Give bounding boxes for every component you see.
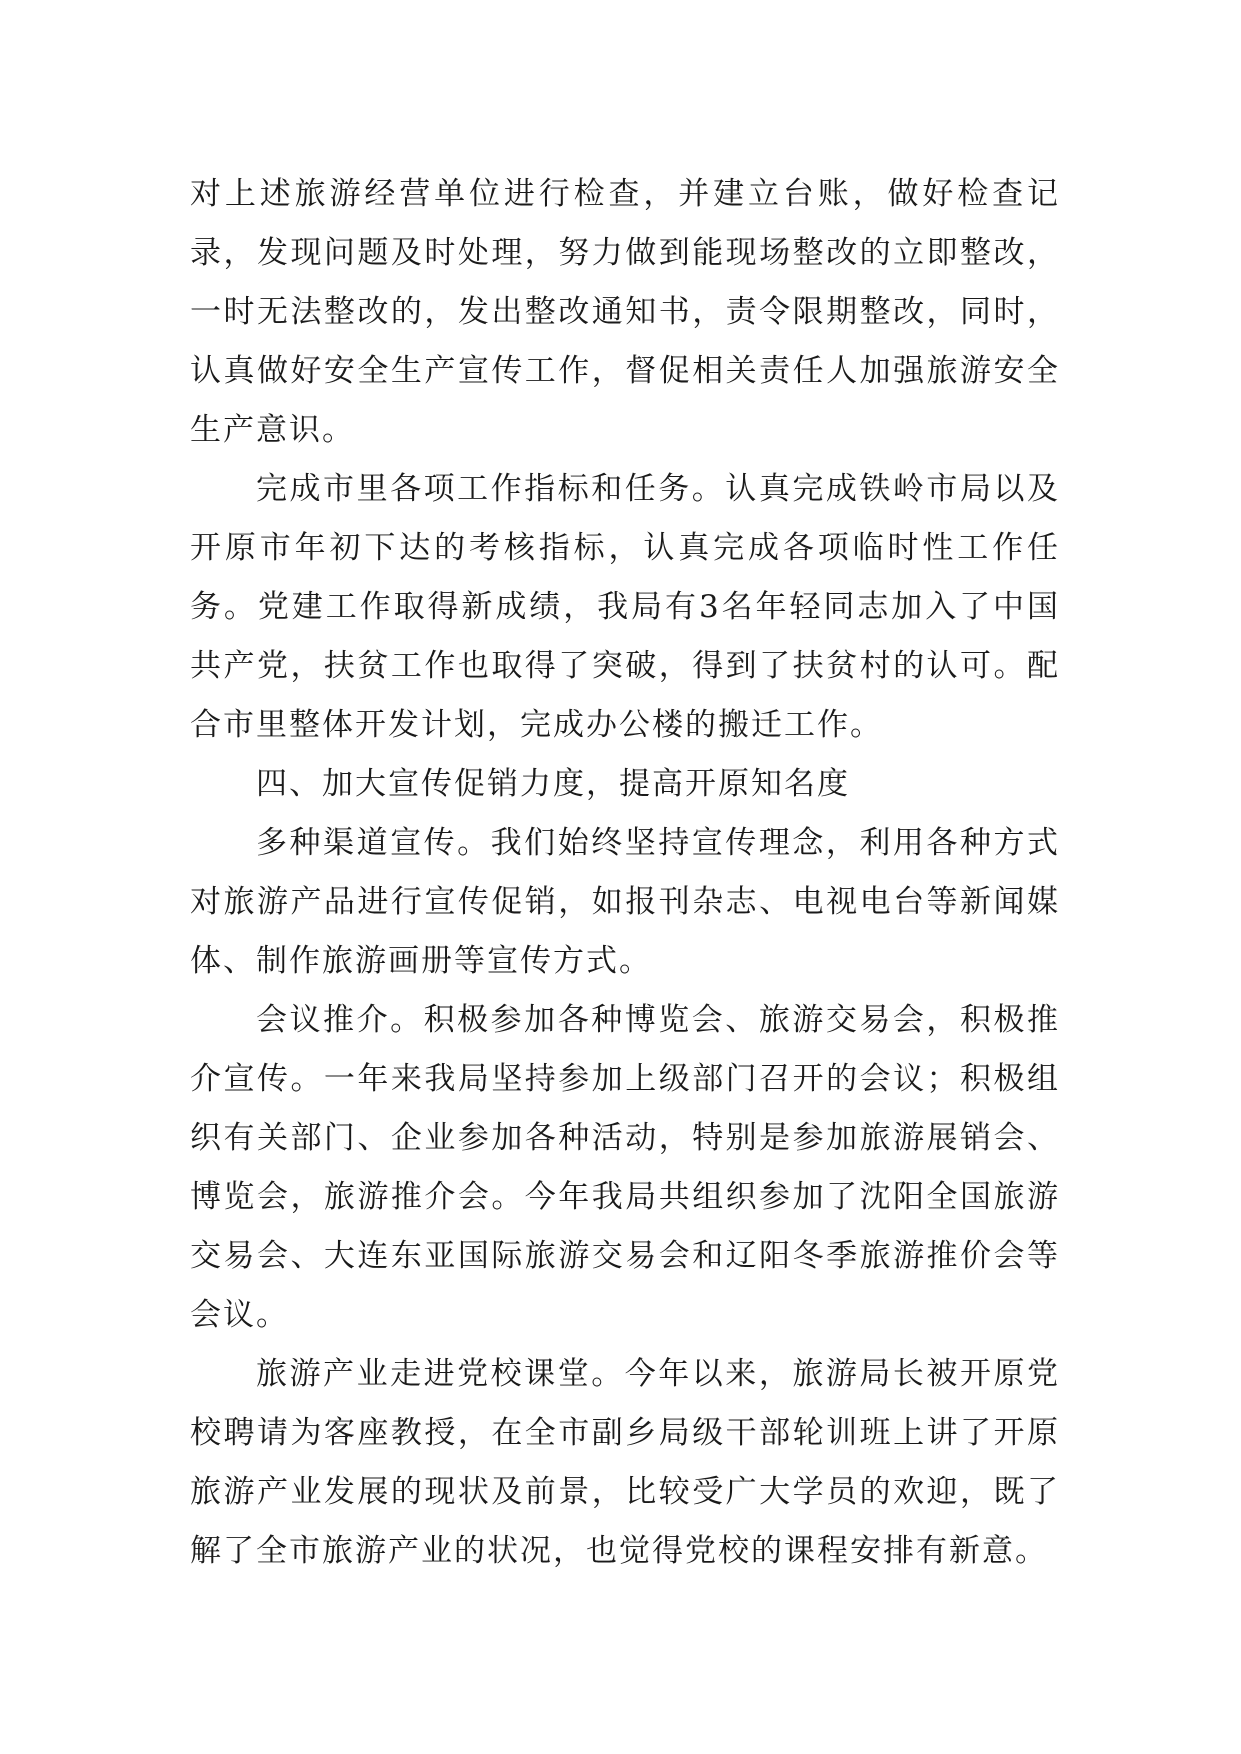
paragraph-conference-promotion: 会议推介。积极参加各种博览会、旅游交易会，积极推介宣传。一年来我局坚持参加上级部门召开的会议；积极组织有关部门、企业参加各种活动，特别是参加旅游展销会、博览会，旅游推介会。今年我局共组织参加了沈阳全国旅游交易会、大连东亚国际旅游交易会和辽阳冬季旅游推价会等会议。 [190,1002,1060,1333]
paragraph-party-school: 旅游产业走进党校课堂。今年以来，旅游局长被开原党校聘请为客座教授，在全市副乡局级干部轮训班上讲了开原旅游产业发展的现状及前景，比较受广大学员的欢迎，既了解了全市旅游产业的状况，也觉得党校的课程安排有新意。 [190,1356,1060,1569]
paragraph-city-tasks: 完成市里各项工作指标和任务。认真完成铁岭市局以及开原市年初下达的考核指标，认真完成各项临时性工作任务。党建工作取得新成绩，我局有3名年轻同志加入了中国共产党，扶贫工作也取得了突破，得到了扶贫村的认可。配合市里整体开发计划，完成办公楼的搬迁工作。 [190,471,1060,743]
section-heading-promotion: 四、加大宣传促销力度，提高开原知名度 [256,766,850,802]
paragraph-multichannel-promotion: 多种渠道宣传。我们始终坚持宣传理念，利用各种方式对旅游产品进行宣传促销，如报刊杂志、电视电台等新闻媒体、制作旅游画册等宣传方式。 [190,825,1060,979]
paragraph-inspection: 对上述旅游经营单位进行检查，并建立台账，做好检查记录，发现问题及时处理，努力做到能现场整改的立即整改，一时无法整改的，发出整改通知书，责令限期整改，同时，认真做好安全生产宣传工作，督促相关责任人加强旅游安全生产意识。 [190,176,1060,448]
document-body [190,165,1060,1581]
